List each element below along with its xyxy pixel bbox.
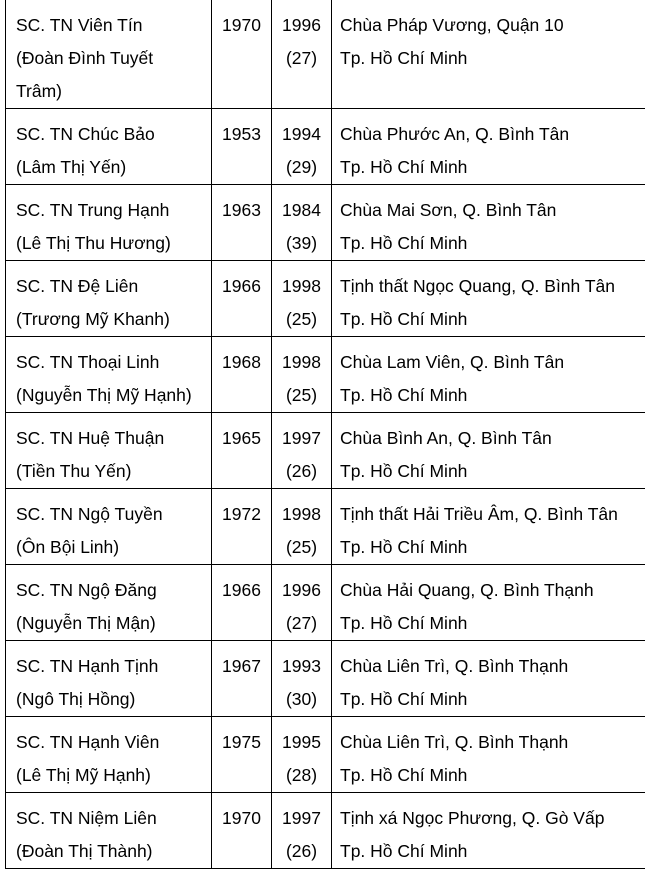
- address-line: Chùa Mai Sơn, Q. Bình Tân: [340, 194, 641, 227]
- name-line: (Đoàn Đình Tuyết: [16, 42, 207, 75]
- name-line: (Tiền Thu Yến): [16, 455, 207, 488]
- birth-year: 1967: [214, 650, 269, 683]
- ordination-years-count: (26): [274, 835, 329, 868]
- birth-year-cell: [212, 109, 272, 185]
- address-line: Tp. Hồ Chí Minh: [340, 151, 641, 184]
- address-line: Tp. Hồ Chí Minh: [340, 759, 641, 792]
- name-line: SC. TN Chúc Bảo: [16, 118, 207, 151]
- address-line: Chùa Pháp Vương, Quận 10: [340, 9, 641, 42]
- ordination-year: 1998: [274, 498, 329, 531]
- name-line: (Lê Thị Mỹ Hạnh): [16, 759, 207, 792]
- ordination-years-count: (30): [274, 683, 329, 716]
- birth-year-cell: [212, 489, 272, 565]
- name-line: SC. TN Thoại Linh: [16, 346, 207, 379]
- name-cell: [6, 717, 212, 793]
- ordination-year-cell: [272, 109, 332, 185]
- address-line: Tịnh thất Hải Triều Âm, Q. Bình Tân: [340, 498, 641, 531]
- name-line: SC. TN Viên Tín: [16, 9, 207, 42]
- ordination-year: 1994: [274, 118, 329, 151]
- name-cell: [6, 185, 212, 261]
- name-line: Trâm): [16, 75, 207, 108]
- address-line: Tp. Hồ Chí Minh: [340, 42, 641, 75]
- birth-year-cell: [212, 641, 272, 717]
- ordination-year: 1993: [274, 650, 329, 683]
- address-cell: [332, 109, 645, 185]
- ordination-years-count: (25): [274, 379, 329, 412]
- birth-year-cell: [212, 717, 272, 793]
- address-cell: [332, 489, 645, 565]
- ordination-years-count: (29): [274, 151, 329, 184]
- address-line: Tp. Hồ Chí Minh: [340, 227, 641, 260]
- birth-year: 1970: [214, 9, 269, 42]
- ordination-year-cell: [272, 337, 332, 413]
- name-line: (Nguyễn Thị Mỹ Hạnh): [16, 379, 207, 412]
- table-row: [6, 413, 645, 489]
- name-line: (Ngô Thị Hồng): [16, 683, 207, 716]
- name-cell: [6, 489, 212, 565]
- address-line: Chùa Liên Trì, Q. Bình Thạnh: [340, 650, 641, 683]
- table-body: [6, 0, 645, 869]
- birth-year-cell: [212, 261, 272, 337]
- ordination-years-count: (27): [274, 42, 329, 75]
- ordination-table: [5, 0, 645, 869]
- ordination-year: 1998: [274, 270, 329, 303]
- name-line: (Lê Thị Thu Hương): [16, 227, 207, 260]
- name-line: SC. TN Trung Hạnh: [16, 194, 207, 227]
- ordination-year-cell: [272, 0, 332, 109]
- ordination-year: 1996: [274, 9, 329, 42]
- ordination-year: 1998: [274, 346, 329, 379]
- address-cell: [332, 261, 645, 337]
- ordination-years-count: (39): [274, 227, 329, 260]
- name-cell: [6, 565, 212, 641]
- birth-year: 1975: [214, 726, 269, 759]
- table-row: [6, 565, 645, 641]
- name-line: SC. TN Đệ Liên: [16, 270, 207, 303]
- name-line: (Nguyễn Thị Mận): [16, 607, 207, 640]
- address-cell: [332, 337, 645, 413]
- address-line: Tp. Hồ Chí Minh: [340, 379, 641, 412]
- table-row: [6, 0, 645, 109]
- ordination-year: 1997: [274, 802, 329, 835]
- name-line: SC. TN Huệ Thuận: [16, 422, 207, 455]
- birth-year-cell: [212, 413, 272, 489]
- name-cell: [6, 0, 212, 109]
- ordination-year-cell: [272, 261, 332, 337]
- name-cell: [6, 413, 212, 489]
- name-cell: [6, 337, 212, 413]
- ordination-year: 1984: [274, 194, 329, 227]
- name-line: SC. TN Ngộ Đăng: [16, 574, 207, 607]
- name-cell: [6, 261, 212, 337]
- birth-year: 1963: [214, 194, 269, 227]
- address-cell: [332, 717, 645, 793]
- ordination-year-cell: [272, 565, 332, 641]
- birth-year: 1966: [214, 270, 269, 303]
- birth-year: 1953: [214, 118, 269, 151]
- ordination-year-cell: [272, 413, 332, 489]
- birth-year-cell: [212, 0, 272, 109]
- name-cell: [6, 109, 212, 185]
- address-cell: [332, 0, 645, 109]
- address-line: Chùa Liên Trì, Q. Bình Thạnh: [340, 726, 641, 759]
- ordination-year-cell: [272, 185, 332, 261]
- address-line: Chùa Hải Quang, Q. Bình Thạnh: [340, 574, 641, 607]
- ordination-years-count: (25): [274, 303, 329, 336]
- ordination-year: 1996: [274, 574, 329, 607]
- ordination-year-cell: [272, 489, 332, 565]
- name-line: (Trương Mỹ Khanh): [16, 303, 207, 336]
- table-row: [6, 793, 645, 869]
- address-line: Chùa Phước An, Q. Bình Tân: [340, 118, 641, 151]
- name-line: (Đoàn Thị Thành): [16, 835, 207, 868]
- ordination-years-count: (26): [274, 455, 329, 488]
- address-cell: [332, 185, 645, 261]
- table-row: [6, 337, 645, 413]
- birth-year-cell: [212, 793, 272, 869]
- name-line: SC. TN Hạnh Viên: [16, 726, 207, 759]
- address-line: Tp. Hồ Chí Minh: [340, 683, 641, 716]
- address-line: Chùa Lam Viên, Q. Bình Tân: [340, 346, 641, 379]
- address-cell: [332, 641, 645, 717]
- birth-year: 1970: [214, 802, 269, 835]
- table-row: [6, 641, 645, 717]
- birth-year-cell: [212, 337, 272, 413]
- table-row: [6, 261, 645, 337]
- ordination-years-count: (25): [274, 531, 329, 564]
- ordination-year: 1995: [274, 726, 329, 759]
- ordination-years-count: (28): [274, 759, 329, 792]
- address-line: Tịnh thất Ngọc Quang, Q. Bình Tân: [340, 270, 641, 303]
- table-row: [6, 717, 645, 793]
- name-line: (Ôn Bội Linh): [16, 531, 207, 564]
- name-line: SC. TN Hạnh Tịnh: [16, 650, 207, 683]
- address-cell: [332, 793, 645, 869]
- ordination-year-cell: [272, 641, 332, 717]
- address-line: Tp. Hồ Chí Minh: [340, 531, 641, 564]
- ordination-year-cell: [272, 717, 332, 793]
- name-line: (Lâm Thị Yến): [16, 151, 207, 184]
- table-row: [6, 185, 645, 261]
- address-line: Tp. Hồ Chí Minh: [340, 303, 641, 336]
- name-line: SC. TN Niệm Liên: [16, 802, 207, 835]
- ordination-year-cell: [272, 793, 332, 869]
- address-line: Tp. Hồ Chí Minh: [340, 607, 641, 640]
- table-row: [6, 109, 645, 185]
- name-cell: [6, 793, 212, 869]
- address-line: Tịnh xá Ngọc Phương, Q. Gò Vấp: [340, 802, 641, 835]
- table-row: [6, 489, 645, 565]
- birth-year-cell: [212, 565, 272, 641]
- ordination-year: 1997: [274, 422, 329, 455]
- address-line: Tp. Hồ Chí Minh: [340, 835, 641, 868]
- name-line: SC. TN Ngộ Tuyền: [16, 498, 207, 531]
- address-cell: [332, 565, 645, 641]
- name-cell: [6, 641, 212, 717]
- birth-year: 1965: [214, 422, 269, 455]
- birth-year: 1968: [214, 346, 269, 379]
- address-line: Tp. Hồ Chí Minh: [340, 455, 641, 488]
- birth-year-cell: [212, 185, 272, 261]
- address-line: Chùa Bình An, Q. Bình Tân: [340, 422, 641, 455]
- birth-year: 1972: [214, 498, 269, 531]
- birth-year: 1966: [214, 574, 269, 607]
- address-cell: [332, 413, 645, 489]
- ordination-years-count: (27): [274, 607, 329, 640]
